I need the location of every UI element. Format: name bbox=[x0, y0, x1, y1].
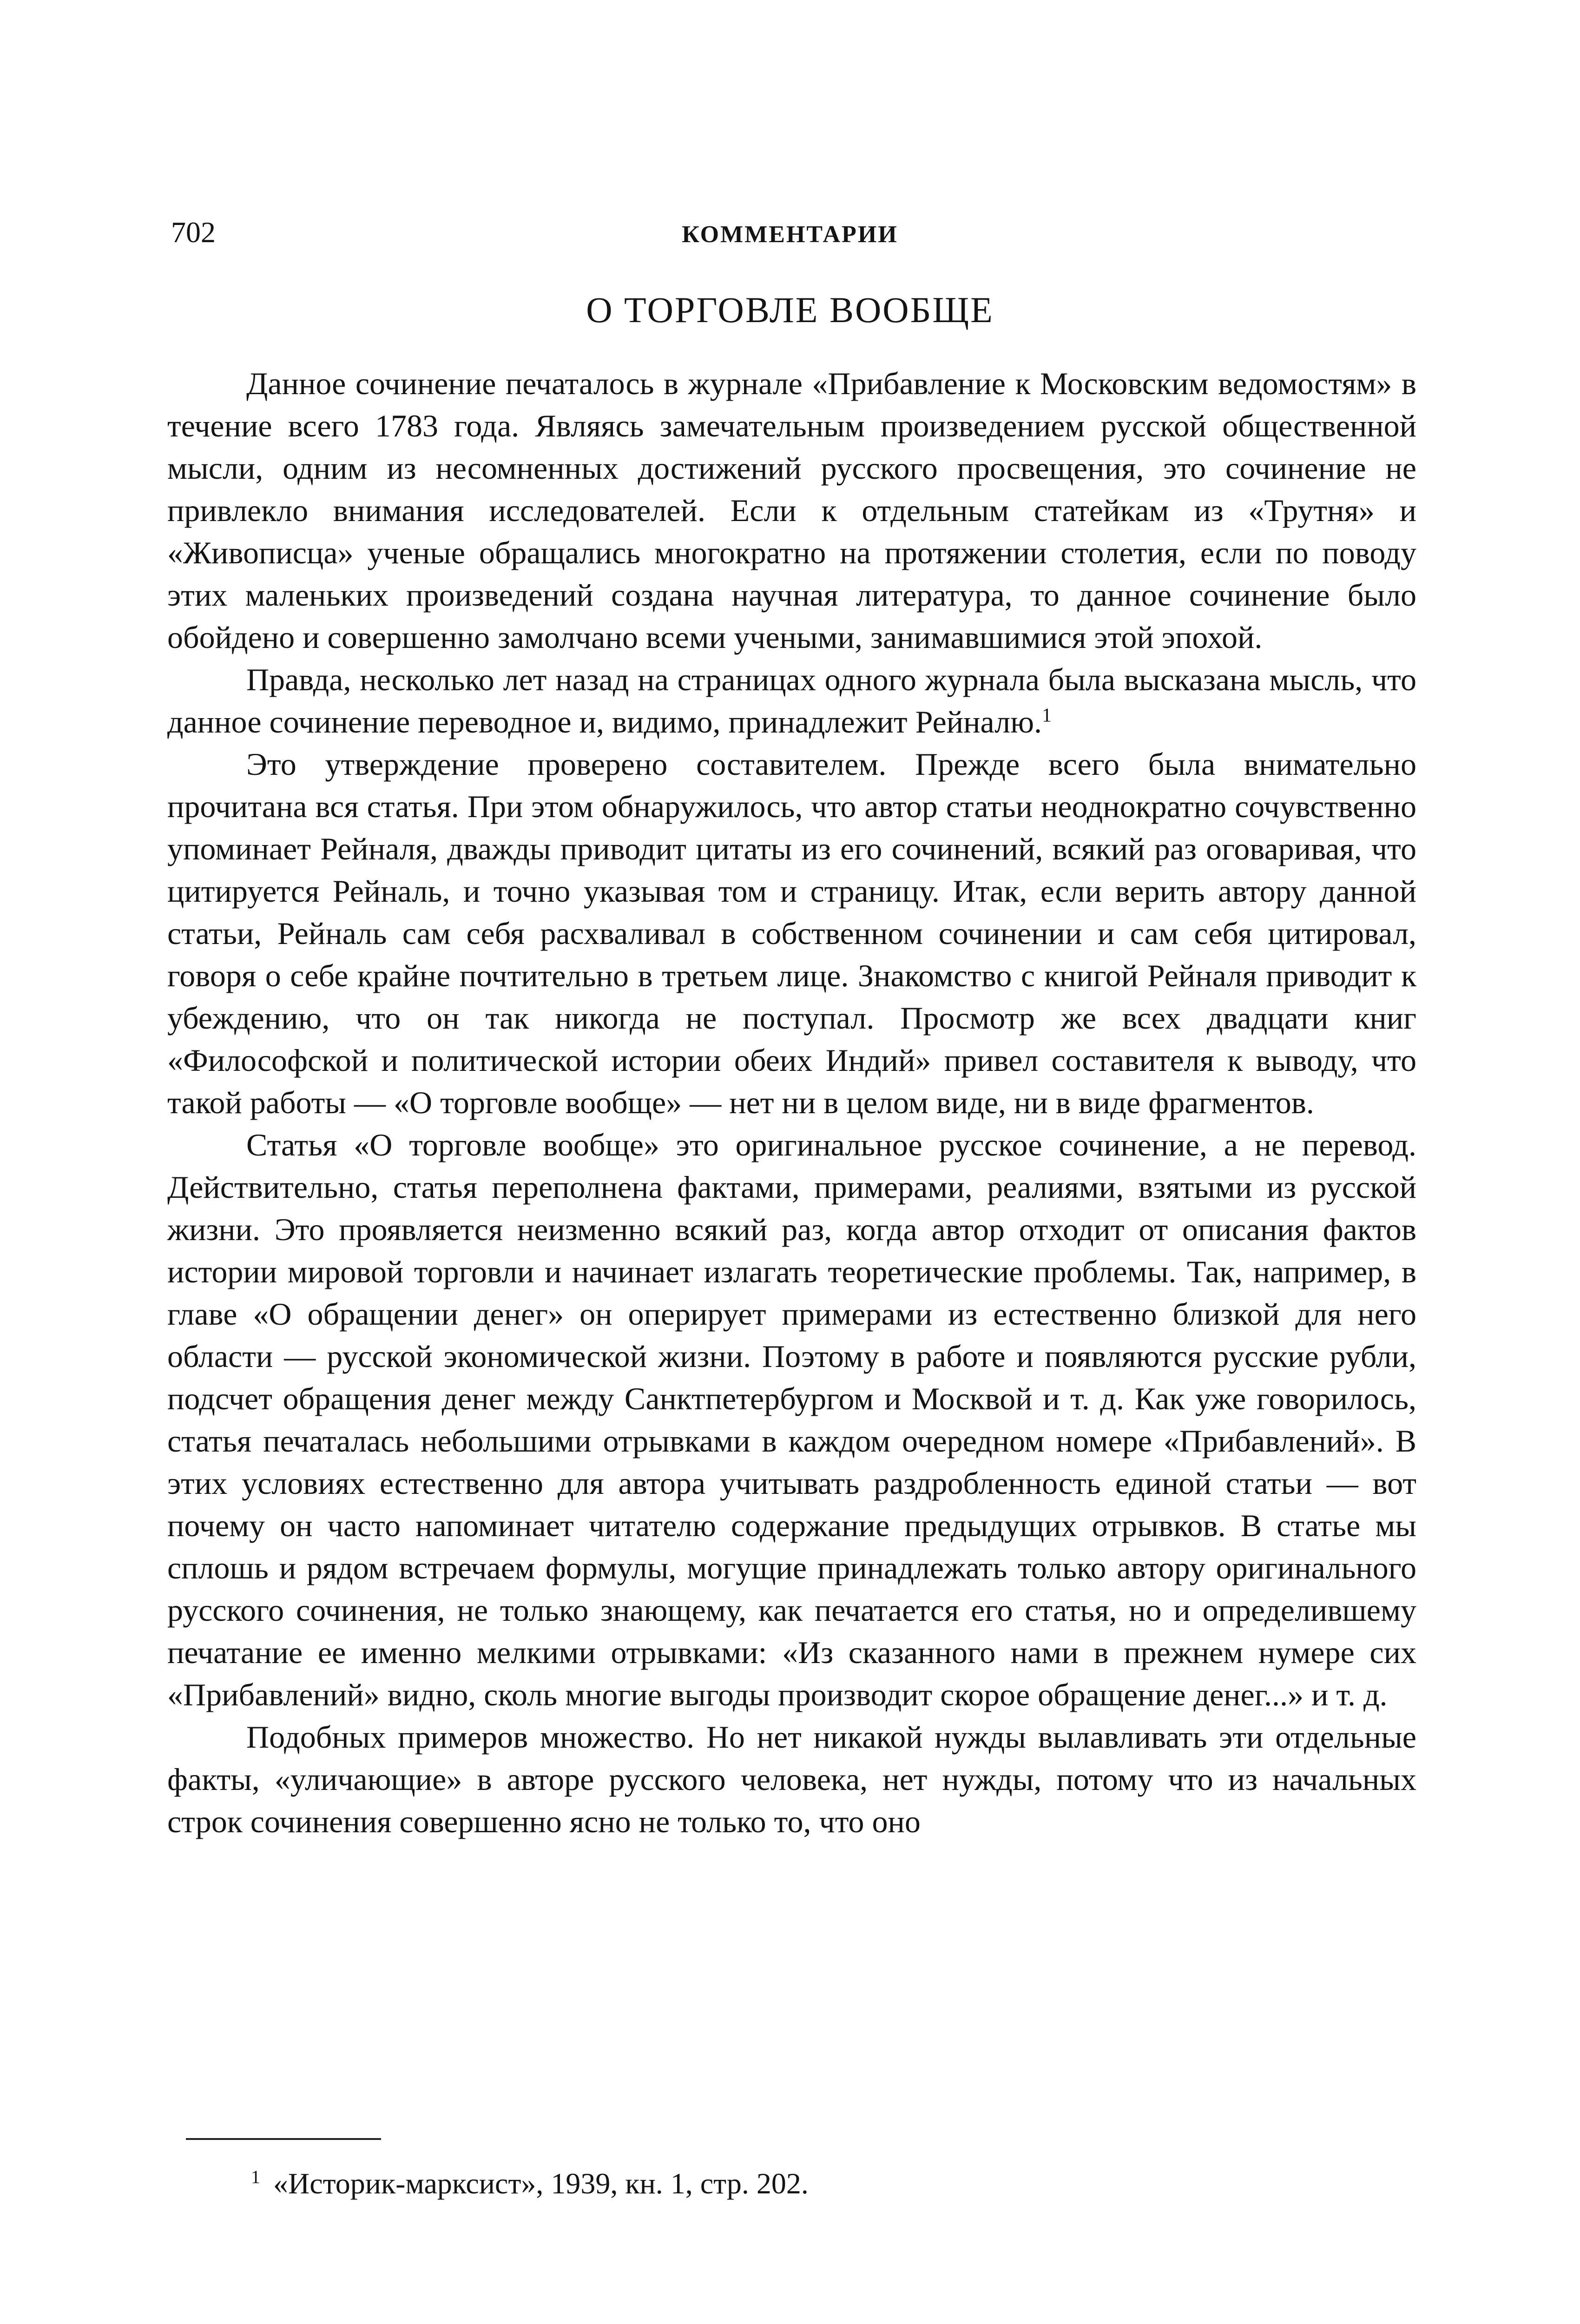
paragraph bbox=[167, 1124, 1416, 1716]
paragraph-text: Подобных примеров множество. Но нет никакой нужды вылавливать эти отдельные факты, «уличающие» в авторе русского человека, нет нужды, потому что из начальных строк сочинения совершенно ясно не только то, что оно bbox=[167, 1719, 1416, 1839]
section-title: О ТОРГОВЛЕ ВООБЩЕ bbox=[586, 290, 994, 330]
footnote bbox=[251, 2166, 809, 2202]
paragraph bbox=[167, 1716, 1416, 1843]
footnote-mark: 1 bbox=[251, 2166, 260, 2187]
page-number: 702 bbox=[171, 216, 216, 249]
paragraph-text: Данное сочинение печаталось в журнале «Прибавление к Московским ведомостям» в течение всего 1783 года. Являясь замечательным произведением русской общественной мысли, одним из несомненных достижений русского просвещения, это сочинение не привлекло внимания исследователей. Если к отдельным статейкам из «Трутня» и «Живописца» ученые обращались многократно на протяжении столетия, если по поводу этих маленьких произведений создана научная литература, то данное сочинение было обойдено и совершенно замолчано всеми учеными, занимавшимися этой эпохой. bbox=[167, 366, 1416, 655]
footnote-divider bbox=[186, 2138, 381, 2140]
paragraph-text: Статья «О торговле вообще» это оригинальное русское сочинение, а не перевод. Действительно, статья переполнена фактами, примерами, реалиями, взятыми из русской жизни. Это проявляется неизменно всякий раз, когда автор отходит от описания фактов истории мировой торговли и начинает излагать теоретические проблемы. Так, например, в главе «О обращении денег» он оперирует примерами из естественно близкой для него области — русской экономической жизни. Поэтому в работе и появляются русские рубли, подсчет обращения денег между Санктпетербургом и Москвой и т. д. Как уже говорилось, статья печаталась небольшими отрывками в каждом очередном номере «Прибавлений». В этих условиях естественно для автора учитывать раздробленность единой статьи — вот почему он часто напоминает читателю содержание предыдущих отрывков. В статье мы сплошь и рядом встречаем формулы, могущие принадлежать только автору оригинального русского сочинения, не только знающему, как печатается его статья, но и определившему печатание ее именно мелкими отрывками: «Из сказанного нами в прежнем нумере сих «Прибавлений» видно, сколь многие выгоды производит скорое обращение денег...» и т. д. bbox=[167, 1127, 1416, 1712]
footnote-ref: 1 bbox=[1042, 705, 1052, 726]
body-text bbox=[167, 363, 1416, 1843]
paragraph bbox=[167, 363, 1416, 659]
paragraph bbox=[167, 659, 1416, 743]
paragraph bbox=[167, 743, 1416, 1124]
running-head: КОММЕНТАРИИ bbox=[682, 221, 898, 248]
footnote-text: «Историк-марксист», 1939, кн. 1, стр. 202. bbox=[273, 2167, 809, 2200]
paragraph-text: Правда, несколько лет назад на страницах одного журнала была высказана мысль, что данное сочинение переводное и, видимо, принадлежит Рейналю. bbox=[167, 662, 1416, 739]
paragraph-text: Это утверждение проверено составителем. Прежде всего была внимательно прочитана вся статья. При этом обнаружилось, что автор статьи неоднократно сочувственно упоминает Рейналя, дважды приводит цитаты из его сочинений, всякий раз оговаривая, что цитируется Рейналь, и точно указывая том и страницу. Итак, если верить автору данной статьи, Рейналь сам себя расхваливал в собственном сочинении и сам себя цитировал, говоря о себе крайне почтительно в третьем лице. Знакомство с книгой Рейналя приводит к убеждению, что он так никогда не поступал. Просмотр же всех двадцати книг «Философской и политической истории обеих Индий» привел составителя к выводу, что такой работы — «О торговле вообще» — нет ни в целом виде, ни в виде фрагментов. bbox=[167, 746, 1416, 1120]
